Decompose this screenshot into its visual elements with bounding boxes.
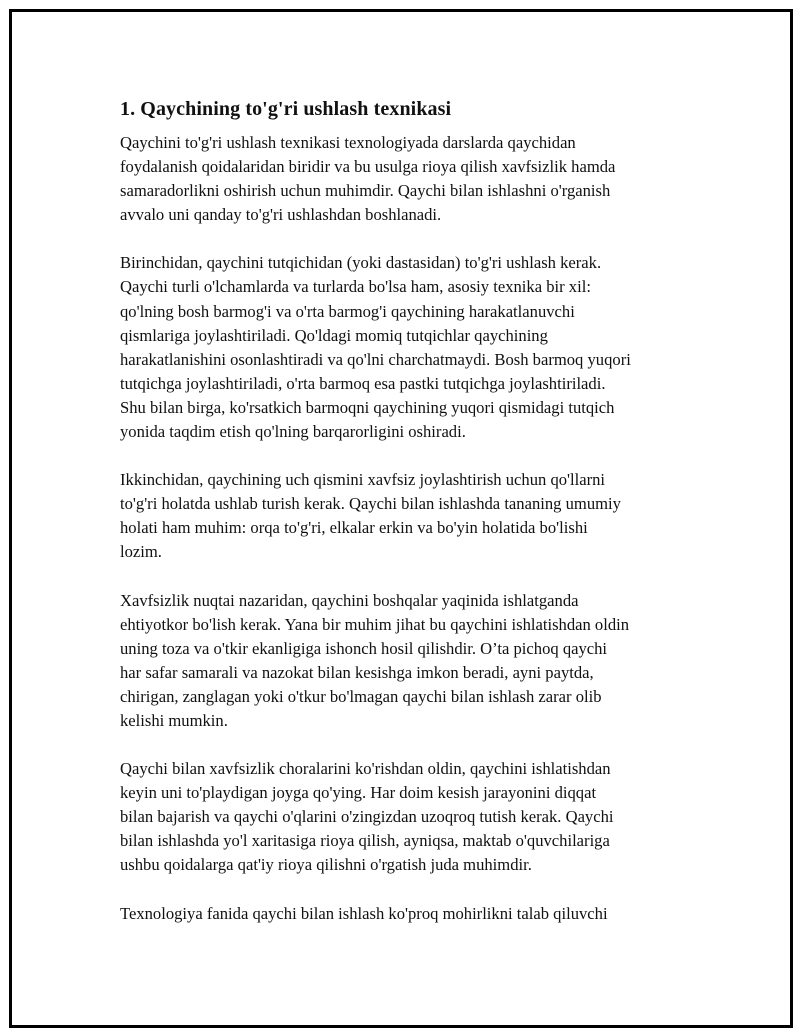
paragraph-line: ushbu qoidalarga qat'iy rioya qilishni o'rgatish juda muhimdir. [120,855,532,875]
paragraph-line: holati ham muhim: orqa to'g'ri, elkalar erkin va bo'yin holatida bo'lishi [120,518,588,538]
paragraph-5 [120,757,705,877]
page-frame [9,9,793,1028]
paragraph-line: Qaychi turli o'lchamlarda va turlarda bo'lsa ham, asosiy texnika bir xil: [120,277,591,297]
paragraph-line: Qaychi bilan xavfsizlik choralarini ko'rishdan oldin, qaychini ishlatishdan [120,759,611,779]
paragraph-line: Texnologiya fanida qaychi bilan ishlash ko'proq mohirlikni talab qiluvchi [120,903,608,923]
paragraph-line: to'g'ri holatda ushlab turish kerak. Qaychi bilan ishlashda tananing umumiy [120,494,621,514]
paragraph-line: foydalanish qoidalaridan biridir va bu usulga rioya qilish xavfsizlik hamda [120,157,616,177]
paragraph-line: kelishi mumkin. [120,710,228,730]
paragraph-line: qismlariga joylashtiriladi. Qo'ldagi momiq tutqichlar qaychining [120,325,548,345]
paragraph-line: samaradorlikni oshirish uchun muhimdir. Qaychi bilan ishlashni o'rganish [120,181,611,201]
paragraph-1 [120,131,705,227]
paragraph-line: harakatlanishini osonlashtiradi va qo'lni charchatmaydi. Bosh barmoq yuqori [120,349,631,369]
paragraph-line: har safar samarali va nazokat bilan kesishga imkon beradi, ayni paytda, [120,662,594,682]
paragraph-2 [120,251,705,444]
paragraph-line: chirigan, zanglagan yoki o'tkur bo'lmagan qaychi bilan ishlash zarar olib [120,686,602,706]
paragraph-line: Qaychini to'g'ri ushlash texnikasi texnologiyada darslarda qaychidan [120,133,576,152]
paragraph-line: Shu bilan birga, ko'rsatkich barmoqni qaychining yuqori qismidagi tutqich [120,397,615,417]
paragraph-line: keyin uni to'playdigan joyga qo'ying. Har doim kesish jarayonini diqqat [120,783,597,803]
paragraph-line: yonida taqdim etish qo'lning barqarorligini oshiradi. [120,422,466,442]
paragraph-3 [120,468,705,564]
paragraph-line: Xavfsizlik nuqtai nazaridan, qaychini boshqalar yaqinida ishlatganda [120,590,579,610]
paragraph-line: lozim. [120,542,162,562]
paragraph-line: uning toza va o'tkir ekanligiga ishonch hosil qilishdir. O’ta pichoq qaychi [120,638,608,658]
section-heading: 1. Qaychining to'g'ri ushlash texnikasi [120,98,452,120]
paragraph-4 [120,589,705,734]
paragraph-line: avvalo uni qanday to'g'ri ushlashdan boshlanadi. [120,205,442,225]
document-body [120,96,705,950]
paragraph-line: qo'lning bosh barmog'i va o'rta barmog'i qaychining harakatlanuvchi [120,301,575,321]
paragraph-line: tutqichga joylashtiriladi, o'rta barmoq esa pastki tutqichga joylashtiriladi. [120,373,606,393]
paragraph-line: ehtiyotkor bo'lish kerak. Yana bir muhim jihat bu qaychini ishlatishdan oldin [120,614,630,634]
paragraph-6 [120,902,705,926]
paragraph-line: Ikkinchidan, qaychining uch qismini xavfsiz joylashtirish uchun qo'llarni [120,470,606,490]
paragraph-line: Birinchidan, qaychini tutqichidan (yoki dastasidan) to'g'ri ushlash kerak. [120,253,602,273]
paragraph-line: bilan ishlashda yo'l xaritasiga rioya qilish, ayniqsa, maktab o'quvchilariga [120,831,610,851]
paragraph-line: bilan bajarish va qaychi o'qlarini o'zingizdan uzoqroq tutish kerak. Qaychi [120,807,614,827]
